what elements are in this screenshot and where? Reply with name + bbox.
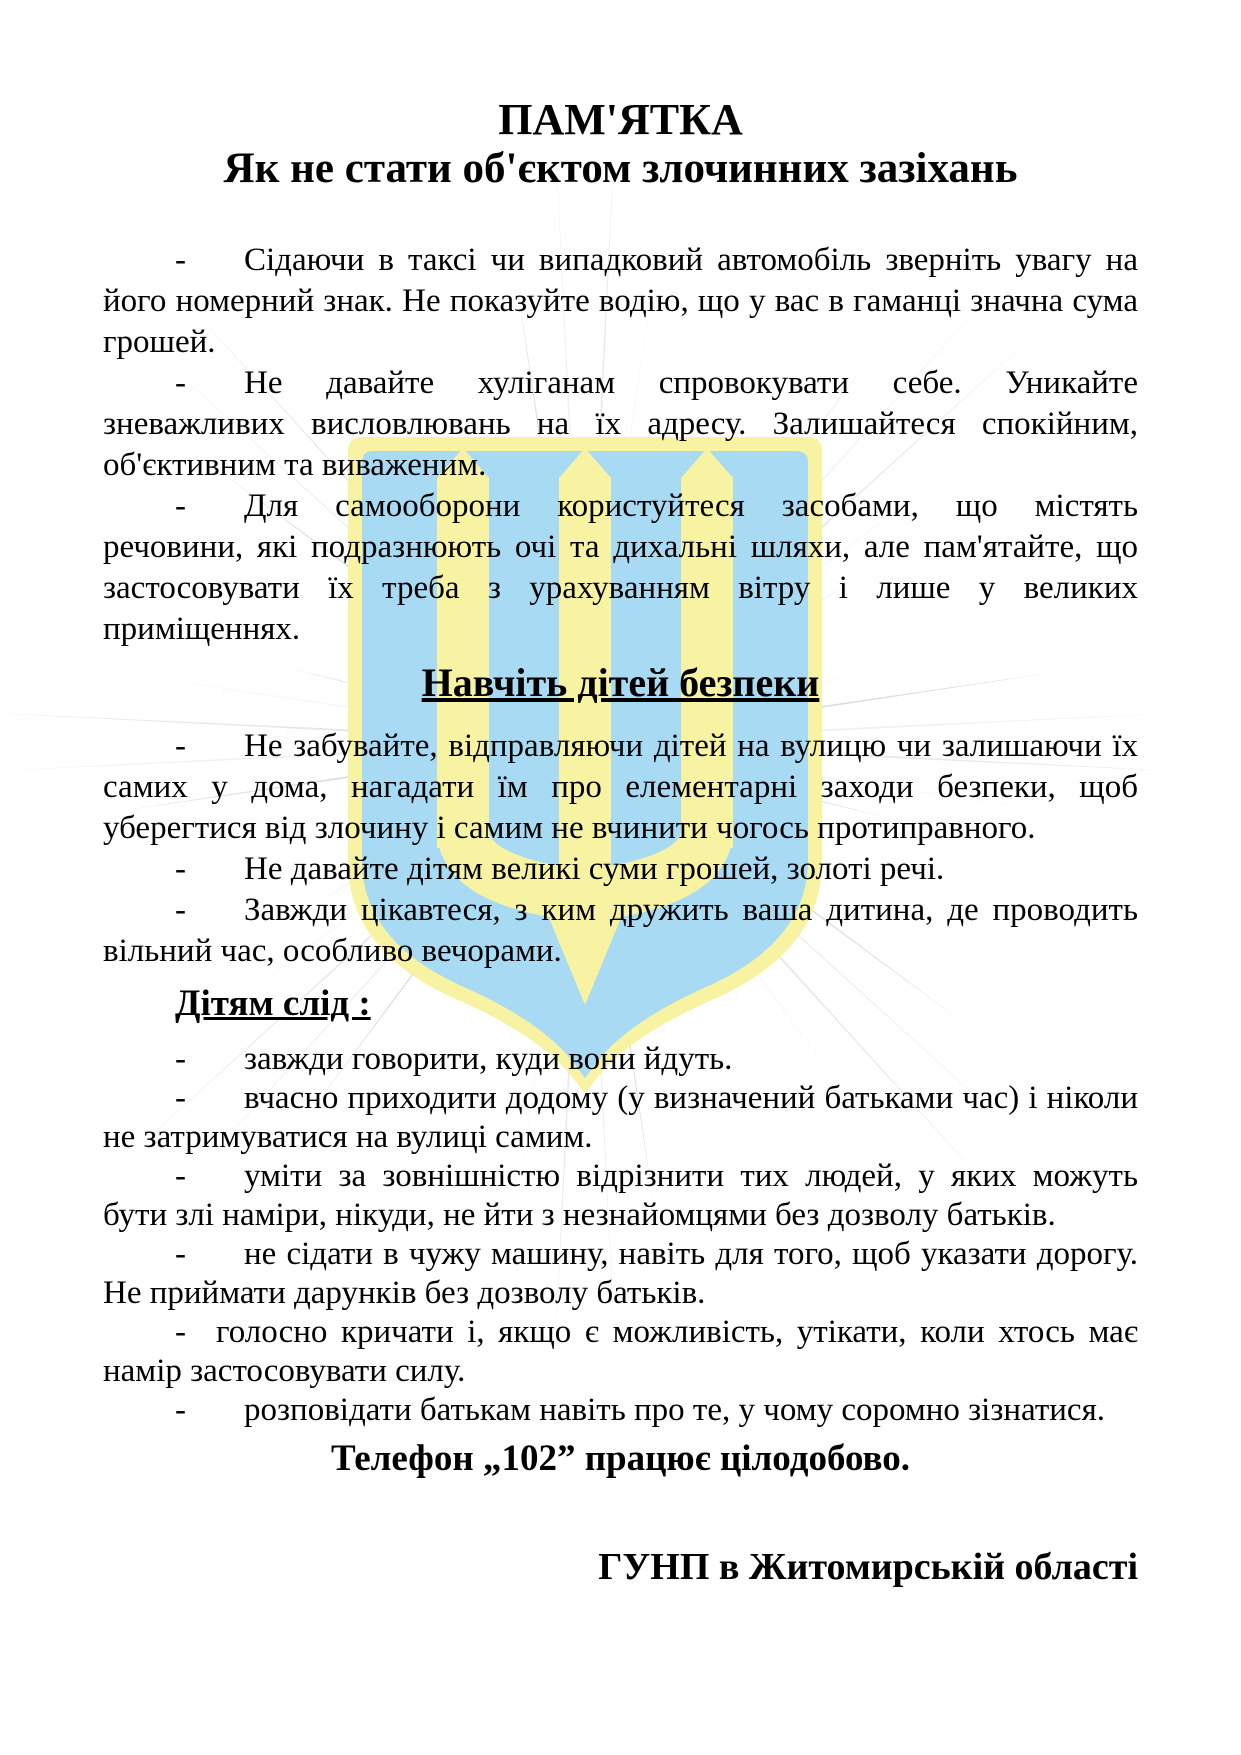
list-item-text: розповідати батькам навіть про те, у чому соромно зізнатися. (244, 1392, 1105, 1428)
list-item-text: голосно кричати і, якщо є можливість, утікати, коли хтось має намір застосовувати силу. (103, 1314, 1138, 1389)
emergency-phone-line: Телефон „102” працює цілодобово. (330, 1438, 911, 1479)
list-item (103, 726, 1138, 849)
list-item-text: Завжди цікавтеся, з ким дружить ваша дитина, де проводить вільний час, особливо вечорами. (103, 892, 1138, 969)
list-marker: - (175, 1392, 186, 1428)
memo-title: ПАМ'ЯТКА (498, 95, 743, 144)
list-marker: - (175, 892, 186, 928)
list-item (103, 1313, 1138, 1391)
list-marker: - (175, 728, 186, 764)
list-item (103, 1391, 1138, 1430)
list-item-text: не сідати в чужу машину, навіть для того, щоб указати дорогу. Не приймати дарунків без дозволу батьків. (103, 1236, 1138, 1311)
list-marker: - (175, 1041, 186, 1077)
list-marker: - (175, 1236, 186, 1272)
list-item-text: вчасно приходити додому (у визначений батьками час) і ніколи не затримуватися на вулиці самим. (103, 1080, 1138, 1155)
list-item (103, 486, 1138, 650)
list-item (103, 890, 1138, 972)
section-heading-teach-children-safety: Навчіть дітей безпеки (421, 660, 820, 705)
list-marker: - (175, 488, 186, 524)
list-item-text: уміти за зовнішністю відрізнити тих людей, у яких можуть бути злі наміри, нікуди, не йти з незнайомцями без дозволу батьків. (103, 1158, 1138, 1233)
list-marker: - (175, 851, 186, 887)
signature: ГУНП в Житомирській області (598, 1546, 1138, 1588)
list-item-text: Не давайте хуліганам спровокувати себе. Уникайте зневажливих висловлювань на їх адресу. Залишайтеся спокійним, об'єктивним та виваженим. (103, 365, 1138, 483)
list-item-text: Сідаючи в таксі чи випадковий автомобіль зверніть увагу на його номерний знак. Не показуйте водію, що у вас в гаманці значна сума грошей. (103, 242, 1138, 360)
list-item-text: Не давайте дітям великі суми грошей, золоті речі. (244, 851, 945, 887)
list-marker: - (175, 1080, 186, 1116)
list-item-text: Не забувайте, відправляючи дітей на вулицю чи залишаючи їх самих у дома, нагадати їм про елементарні заходи безпеки, щоб уберегтися від злочину і самим не вчинити чогось протиправного. (103, 728, 1138, 846)
list-marker: - (175, 365, 186, 401)
list-item-text: завжди говорити, куди вони йдуть. (244, 1041, 733, 1077)
list-item (103, 1040, 1138, 1079)
list-marker: - (175, 242, 186, 278)
section-heading-children-should: Дітям слід : (175, 983, 371, 1024)
list-item (103, 363, 1138, 486)
list-marker: - (175, 1314, 186, 1350)
list-item (103, 849, 1138, 890)
list-item (103, 240, 1138, 363)
list-item (103, 1079, 1138, 1157)
list-item (103, 1157, 1138, 1235)
list-item (103, 1235, 1138, 1313)
list-item-text: Для самооборони користуйтеся засобами, що містять речовини, які подразнюють очі та дихальні шляхи, але пам'ятайте, що застосовувати їх треба з урахуванням вітру і лише у великих приміщеннях. (103, 488, 1138, 647)
memo-subtitle: Як не стати об'єктом злочинних зазіхань (223, 145, 1018, 192)
list-marker: - (175, 1158, 186, 1194)
